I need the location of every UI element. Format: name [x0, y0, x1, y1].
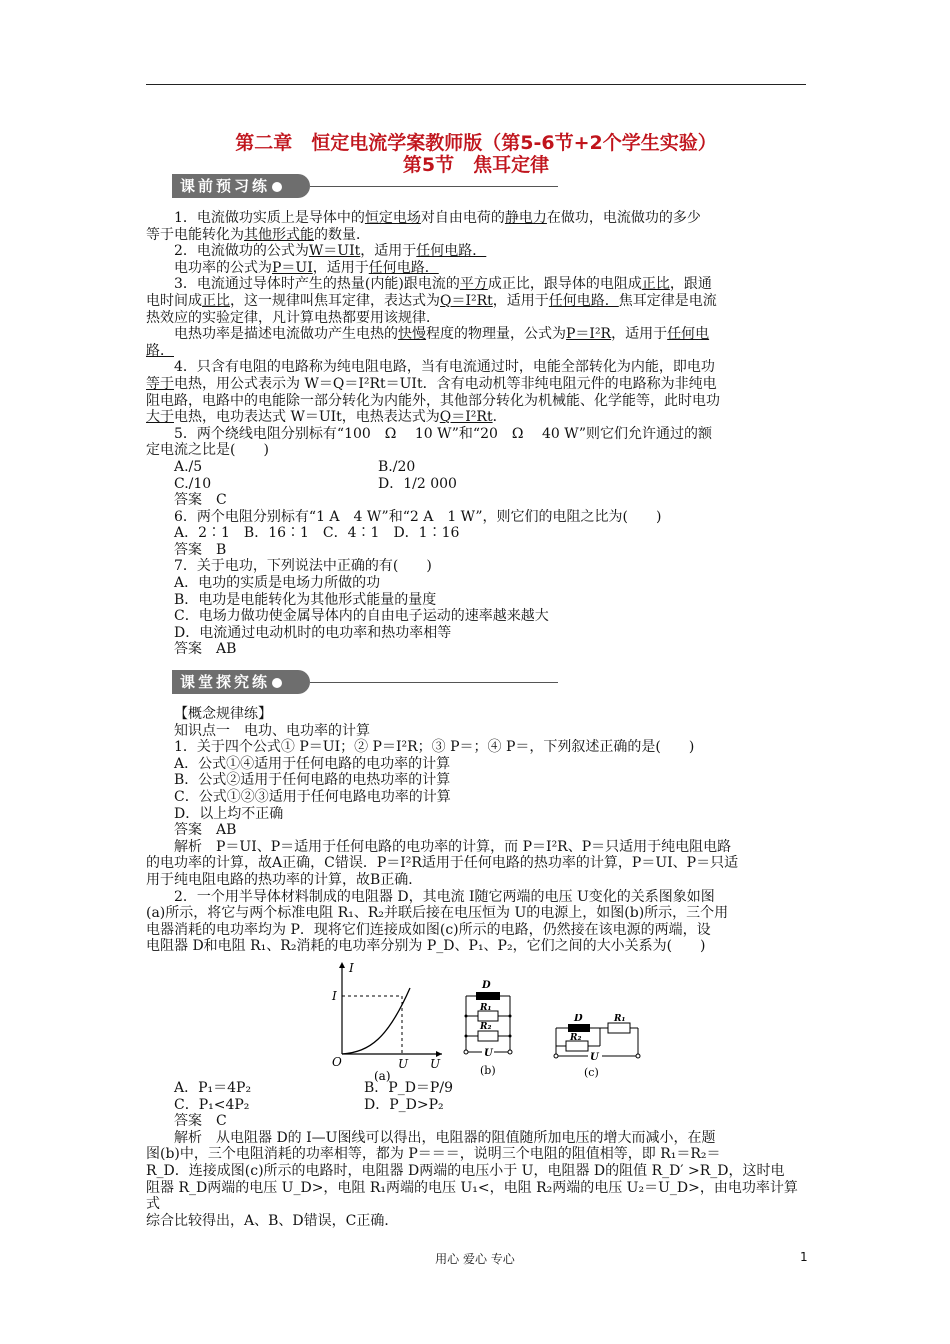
section-banner-label: 课前预习练 — [180, 177, 271, 195]
class-exercises — [146, 706, 806, 955]
paragraph: 电功率的公式为P＝UI，适用于任何电路． — [174, 259, 439, 276]
options-row: C./10 D．1/2 000 — [174, 475, 457, 492]
bullet-icon — [272, 182, 282, 192]
section-banner-label: 课堂探究练 — [180, 673, 271, 691]
paragraph: 4．只含有电阻的电路称为纯电阻电路，当有电流通过时，电能全部转化为内能，即电功 — [174, 359, 715, 376]
answer: 答案 AB — [174, 822, 237, 839]
caption-c: (c) — [584, 1066, 599, 1079]
explanation: 解析 从电阻器 D的 I—U图线可以得出，电阻器的阻值随所加电压的增大而减小，在题 — [174, 1129, 716, 1146]
option: D．以上均不正确 — [174, 805, 284, 822]
page-number: 1 — [800, 1250, 808, 1264]
option: C．电场力做功使金属导体内的自由电子运动的速率越来越大 — [174, 608, 549, 625]
answer: 答案 C — [174, 1113, 227, 1130]
paragraph: 阻电路，电路中的电能除一部分转化为内能外，其他部分转化为机械能、化学能等，此时电功 — [146, 392, 720, 409]
options-row: C．P₁<4P₂ D．P_D>P₂ — [174, 1096, 444, 1113]
explanation: 用于纯电阻电路的热功率的计算，故B正确． — [146, 871, 423, 888]
axis-label-u: U — [430, 1057, 441, 1071]
paragraph: 电热功率是描述电流做功产生电热的快慢程度的物理量，公式为P＝I²R，适用于任何电 — [174, 326, 710, 343]
label-r2: R₂ — [480, 1022, 492, 1032]
label-d: D — [574, 1014, 583, 1024]
question: (a)所示，将它与两个标准电阻 R₁、R₂并联后接在电压恒为 U的电源上，如图(b)所示，三个用 — [146, 905, 729, 922]
paragraph: 大于电热，电功表达式 W＝UIt，电热表达式为Q＝I²Rt． — [146, 409, 507, 426]
heading: 知识点一 电功、电功率的计算 — [174, 722, 370, 739]
question: 定电流之比是( ) — [146, 442, 269, 459]
question: 电器消耗的电功率均为 P．现将它们连接成如图(c)所示的电路，仍然接在该电源的两端，设 — [146, 921, 711, 938]
label-r2: R₂ — [570, 1033, 582, 1043]
tick-label-u: U — [398, 1057, 409, 1071]
option: A．公式①④适用于任何电路的电功率的计算 — [174, 755, 451, 772]
options-row: A．P₁＝4P₂ B．P_D＝P/9 — [174, 1080, 453, 1096]
option: B．电功是电能转化为其他形式能量的量度 — [174, 591, 437, 608]
question: 5．两个绕线电阻分别标有“100 Ω 10 W”和“20 Ω 40 W”则它们允许通过的额 — [174, 425, 713, 442]
caption-a: (a) — [374, 1069, 391, 1082]
option: B．公式②适用于任何电路的电热功率的计算 — [174, 772, 451, 789]
question: 1．关于四个公式① P＝UI；② P＝I²R；③ P＝；④ P＝，下列叙述正确的是( ) — [174, 739, 695, 756]
origin-label: O — [332, 1055, 342, 1069]
options-row: A．2∶1 B．16∶1 C．4∶1 D．1∶16 — [174, 525, 460, 542]
label-d: D — [482, 980, 491, 991]
question: 电阻器 D和电阻 R₁、R₂消耗的电功率分别为 P_D、P₁、P₂，它们之间的大小关系为( ) — [146, 938, 706, 955]
label-r1: R₁ — [480, 1003, 492, 1013]
footer-text: 用心 爱心 专心 — [435, 1252, 515, 1266]
explanation: 阻器 R_D两端的电压 U_D>，电阻 R₁两端的电压 U₁<，电阻 R₂两端的电压 U₂＝U_D>，由电功率计算式 — [146, 1179, 798, 1213]
option: C．公式①②③适用于任何电路电功率的计算 — [174, 788, 451, 805]
answer: 答案 B — [174, 541, 227, 558]
paragraph: 等于电热，用公式表示为 W＝Q＝I²Rt＝UIt．含有电动机等非纯电阻元件的电路称为非纯电 — [146, 375, 717, 392]
paragraph: 3．电流通过导体时产生的热量(内能)跟电流的平方成正比，跟导体的电阻成正比，跟通 — [174, 276, 712, 293]
tick-label-i: I — [332, 989, 337, 1003]
section-banner-class — [172, 670, 558, 696]
caption-b: (b) — [480, 1064, 496, 1077]
explanation: 综合比较得出，A、B、D错误，C正确． — [146, 1212, 399, 1229]
section-banner-preview — [172, 174, 558, 200]
label-r1: R₁ — [614, 1014, 626, 1024]
question: 7．关于电功，下列说法中正确的有( ) — [174, 558, 432, 575]
heading: 【概念规律练】 — [174, 706, 272, 722]
paragraph: 1．电流做功实质上是导体中的恒定电场对自由电荷的静电力在做功，电流做功的多少 — [174, 210, 701, 226]
label-u: U — [590, 1052, 599, 1063]
question-2-continued — [146, 1080, 806, 1229]
explanation: R_D．连接成图(c)所示的电路时，电阻器 D两端的电压小于 U，电阻器 D的阻值 R_D′ >R_D，这时电 — [146, 1162, 785, 1179]
figure-b-parallel-circuit — [458, 976, 528, 1084]
chapter-title: 第二章 恒定电流学案教师版（第5-6节+2个学生实验） — [235, 132, 717, 154]
question: 2．一个用半导体材料制成的电阻器 D，其电流 I随它两端的电压 U变化的关系图象如图 — [174, 888, 715, 905]
paragraph: 路． — [146, 342, 174, 359]
paragraph: 电时间成正比，这一规律叫焦耳定律，表达式为Q＝I²Rt，适用于任何电路．焦耳定律是电流 — [146, 292, 717, 309]
paragraph: 热效应的实验定律，凡计算电热都要用该规律． — [146, 309, 440, 326]
question: 6．两个电阻分别标有“1 A 4 W”和“2 A 1 W”，则它们的电阻之比为( ) — [174, 508, 662, 525]
bullet-icon — [272, 678, 282, 688]
preview-exercises — [146, 210, 806, 658]
section-title: 第5节 焦耳定律 — [402, 154, 550, 176]
figure-a-iu-graph — [330, 958, 450, 1082]
answer: 答案 AB — [174, 641, 237, 658]
top-rule — [146, 84, 806, 85]
options-row: A./5 B./20 — [174, 458, 416, 475]
axis-label-i: I — [349, 961, 354, 975]
explanation: 图(b)中，三个电阻消耗的功率相等，都为 P＝＝＝，说明三个电阻的阻值相等，即 R₁＝R₂＝ — [146, 1146, 721, 1163]
explanation: 解析 P＝UI、P＝适用于任何电路的电功率的计算，而 P＝I²R、P＝只适用于纯电阻电路 — [174, 838, 732, 855]
paragraph: 等于电能转化为其他形式能的数量． — [146, 226, 370, 243]
figure-c-mixed-circuit — [548, 1014, 648, 1084]
label-u: U — [484, 1048, 493, 1059]
explanation: 的电功率的计算，故A正确，C错误．P＝I²R适用于任何电路的热功率的计算，P＝UI、P＝只适 — [146, 855, 739, 872]
option: D．电流通过电动机时的电功率和热功率相等 — [174, 624, 452, 641]
paragraph: 2．电流做功的公式为W＝UIt，适用于任何电路． — [174, 243, 487, 260]
answer: 答案 C — [174, 492, 227, 509]
option: A．电功的实质是电场力所做的功 — [174, 575, 381, 592]
